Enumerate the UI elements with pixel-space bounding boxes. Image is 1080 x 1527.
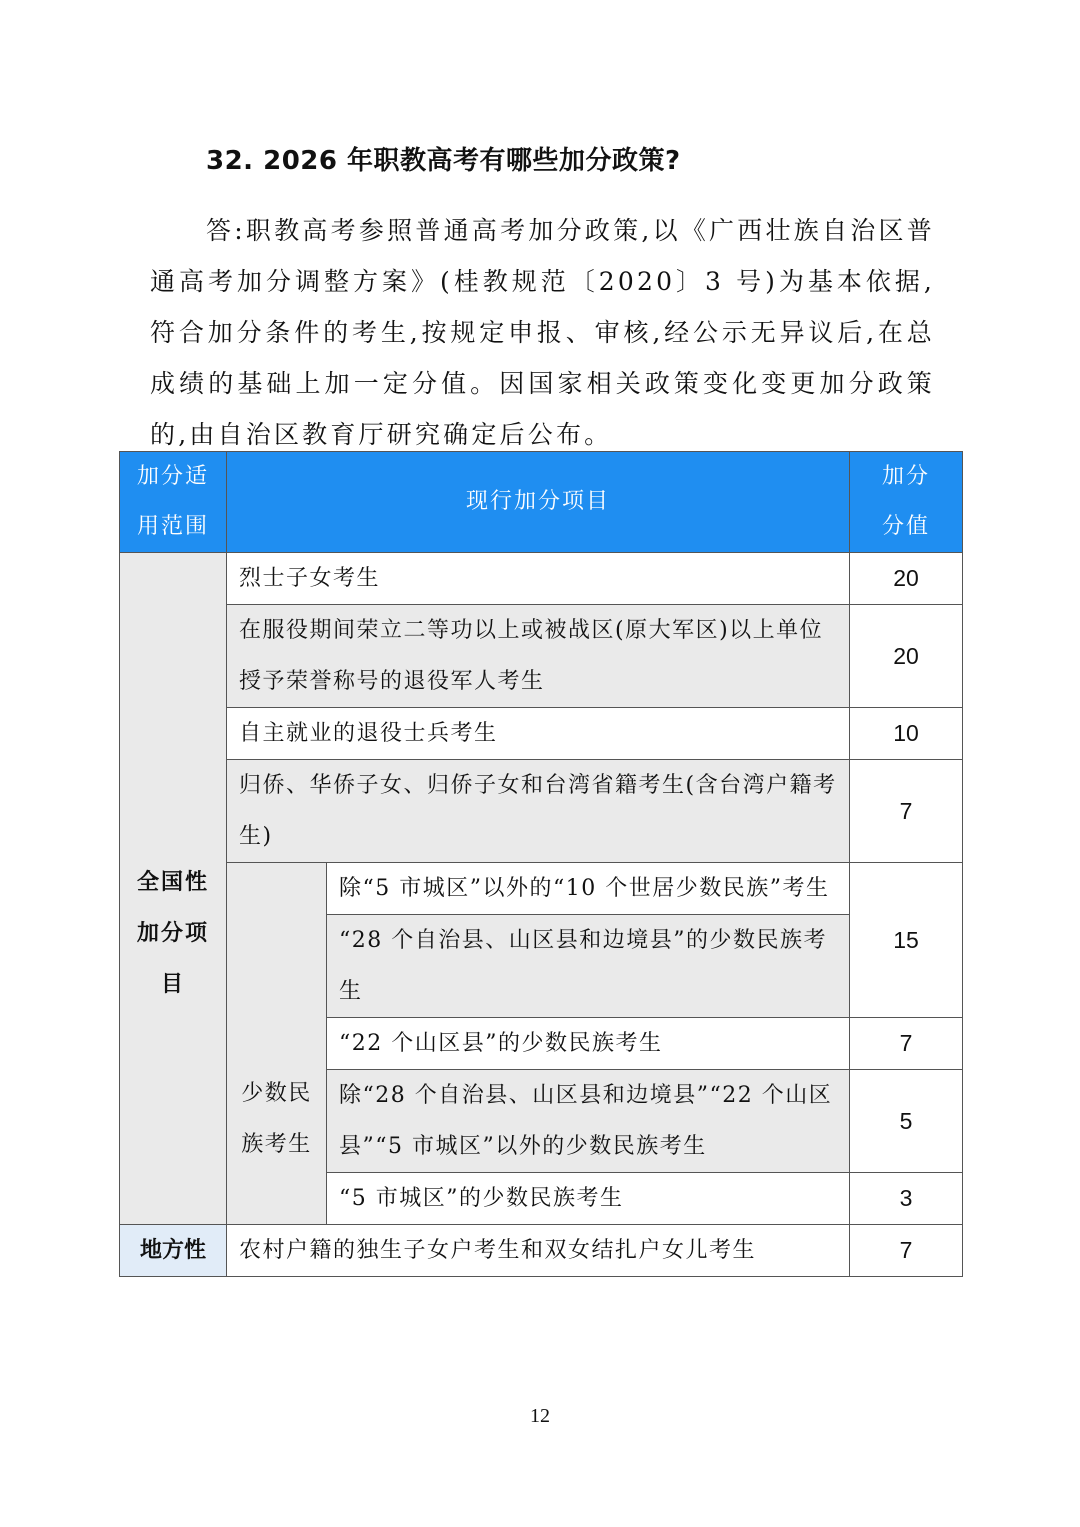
value-cell: 3 [850, 1173, 963, 1225]
bonus-policy-table [119, 451, 963, 1277]
item-cell: “5 市城区”的少数民族考生 [327, 1173, 850, 1225]
item-cell: 在服役期间荣立二等功以上或被战区(原大军区)以上单位授予荣誉称号的退役军人考生 [227, 605, 850, 708]
question-heading: 32. 2026 年职教高考有哪些加分政策? [206, 146, 681, 176]
table-row [120, 708, 963, 760]
table-header-row [120, 452, 963, 553]
value-cell: 5 [850, 1070, 963, 1173]
item-cell: “28 个自治县、山区县和边境县”的少数民族考生 [327, 915, 850, 1018]
table-row [120, 553, 963, 605]
item-cell: 农村户籍的独生子女户考生和双女结扎户女儿考生 [227, 1225, 850, 1277]
header-value: 加分分值 [850, 452, 963, 553]
national-label: 全国性加分项目 [120, 553, 227, 1225]
item-cell: 除“28 个自治县、山区县和边境县”“22 个山区县”“5 市城区”以外的少数民族考生 [327, 1070, 850, 1173]
value-cell: 15 [850, 863, 963, 1018]
value-cell: 20 [850, 605, 963, 708]
minority-label: 少数民族考生 [227, 863, 327, 1225]
value-cell: 20 [850, 553, 963, 605]
table-row [120, 863, 963, 915]
header-scope: 加分适用范围 [120, 452, 227, 553]
page-number: 12 [530, 1405, 550, 1427]
item-cell: 除“5 市城区”以外的“10 个世居少数民族”考生 [327, 863, 850, 915]
table-row [120, 760, 963, 863]
answer-paragraph: 答:职教高考参照普通高考加分政策,以《广西壮族自治区普通高考加分调整方案》(桂教规范〔2020〕3 号)为基本依据,符合加分条件的考生,按规定申报、审核,经公示无异议后,在总成绩的基础上加一定分值。因国家相关政策变化变更加分政策的,由自治区教育厅研究确定后公布。 [150, 216, 935, 449]
value-cell: 7 [850, 1225, 963, 1277]
value-cell: 7 [850, 1018, 963, 1070]
item-cell: 归侨、华侨子女、归侨子女和台湾省籍考生(含台湾户籍考生) [227, 760, 850, 863]
item-cell: 自主就业的退役士兵考生 [227, 708, 850, 760]
value-cell: 10 [850, 708, 963, 760]
item-cell: 烈士子女考生 [227, 553, 850, 605]
local-label: 地方性 [120, 1225, 227, 1277]
header-item: 现行加分项目 [227, 452, 850, 553]
table-row-local [120, 1225, 963, 1277]
table-row [120, 605, 963, 708]
item-cell: “22 个山区县”的少数民族考生 [327, 1018, 850, 1070]
value-cell: 7 [850, 760, 963, 863]
